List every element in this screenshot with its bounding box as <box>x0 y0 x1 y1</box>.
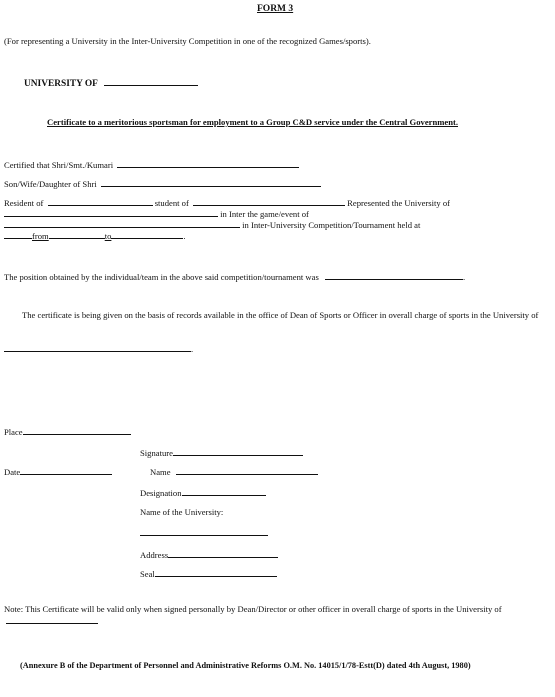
resident-row <box>4 197 450 208</box>
signature-blank[interactable] <box>173 447 303 456</box>
from-blank[interactable] <box>49 230 105 239</box>
note-university-blank[interactable] <box>6 615 98 624</box>
name-sign-blank[interactable] <box>176 466 318 475</box>
date-blank[interactable] <box>20 466 112 475</box>
annexure-reference: (Annexure B of the Department of Personnel and Administrative Reforms O.M. No. 14015/1/78-Estt(D) dated 4th August, 1980) <box>20 661 471 670</box>
seal-row <box>140 568 277 579</box>
address-row <box>140 549 278 560</box>
university-name-label: Name of the University: <box>140 507 224 517</box>
game-event-blank[interactable] <box>4 219 240 228</box>
designation-row <box>140 487 266 498</box>
name-blank[interactable] <box>117 159 299 168</box>
records-university-blank[interactable] <box>4 343 191 352</box>
resident-blank[interactable] <box>48 197 153 206</box>
address-label: Address <box>140 550 169 560</box>
university-name-blank-row <box>140 527 268 538</box>
university-name-blank[interactable] <box>140 527 268 536</box>
competition-label: in Inter-University Competition/Tournament held at <box>242 220 421 230</box>
name-label: Name <box>150 467 171 477</box>
from-to-row: from to . <box>4 230 186 241</box>
game-event-row <box>4 208 309 219</box>
place-row <box>4 426 131 437</box>
from-label: from <box>32 231 49 241</box>
seal-label: Seal <box>140 569 155 579</box>
place-blank[interactable] <box>23 426 131 435</box>
game-event-label: in Inter the game/event of <box>220 209 309 219</box>
address-blank[interactable] <box>168 549 278 558</box>
university-of-row <box>24 77 198 89</box>
signature-label: Signature <box>140 448 173 458</box>
records-text: The certificate is being given on the basis of records available in the office of Dean of Sports or Officer in overall charge of sports in the University of <box>22 310 539 320</box>
certificate-heading: Certificate to a meritorious sportsman for employment to a Group C&D service under the Central Government. <box>47 117 458 127</box>
son-wife-row <box>4 178 321 189</box>
seal-blank[interactable] <box>155 568 277 577</box>
student-blank[interactable] <box>193 197 345 206</box>
designation-blank[interactable] <box>182 487 266 496</box>
position-text: The position obtained by the individual/team in the above said competition/tournament was <box>4 272 319 282</box>
intro-text: (For representing a University in the Inter-University Competition in one of the recognized Games/sports). <box>4 36 371 46</box>
date-row <box>4 466 112 477</box>
date-label: Date <box>4 467 21 477</box>
place-label: Place <box>4 427 23 437</box>
name-row <box>150 466 318 477</box>
note-paragraph <box>4 604 554 627</box>
university-of-label: UNIVERSITY OF <box>24 79 98 89</box>
venue-blank[interactable] <box>4 230 32 239</box>
position-blank[interactable] <box>325 271 463 280</box>
represented-label: Represented the University of <box>347 198 451 208</box>
son-wife-label: Son/Wife/Daughter of Shri <box>4 179 97 189</box>
to-blank[interactable] <box>111 230 183 239</box>
certified-label: Certified that Shri/Smt./Kumari <box>4 160 114 170</box>
form-title: FORM 3 <box>257 4 294 14</box>
position-row: The position obtained by the individual/team in the above said competition/tournament was . <box>4 272 466 282</box>
student-label: student of <box>154 198 189 208</box>
parent-blank[interactable] <box>101 178 321 187</box>
certified-row <box>4 159 299 170</box>
records-blank-row: . <box>4 343 193 354</box>
university-of-blank[interactable] <box>104 77 198 86</box>
represented-blank[interactable] <box>4 208 218 217</box>
note-text: Note: This Certificate will be valid only when signed personally by Dean/Director or other officer in overall charge of sports in the University of <box>4 604 502 614</box>
resident-label: Resident of <box>4 198 44 208</box>
signature-row <box>140 447 303 458</box>
designation-label: Designation <box>140 488 182 498</box>
competition-row <box>4 219 420 230</box>
to-label: to <box>104 231 112 241</box>
